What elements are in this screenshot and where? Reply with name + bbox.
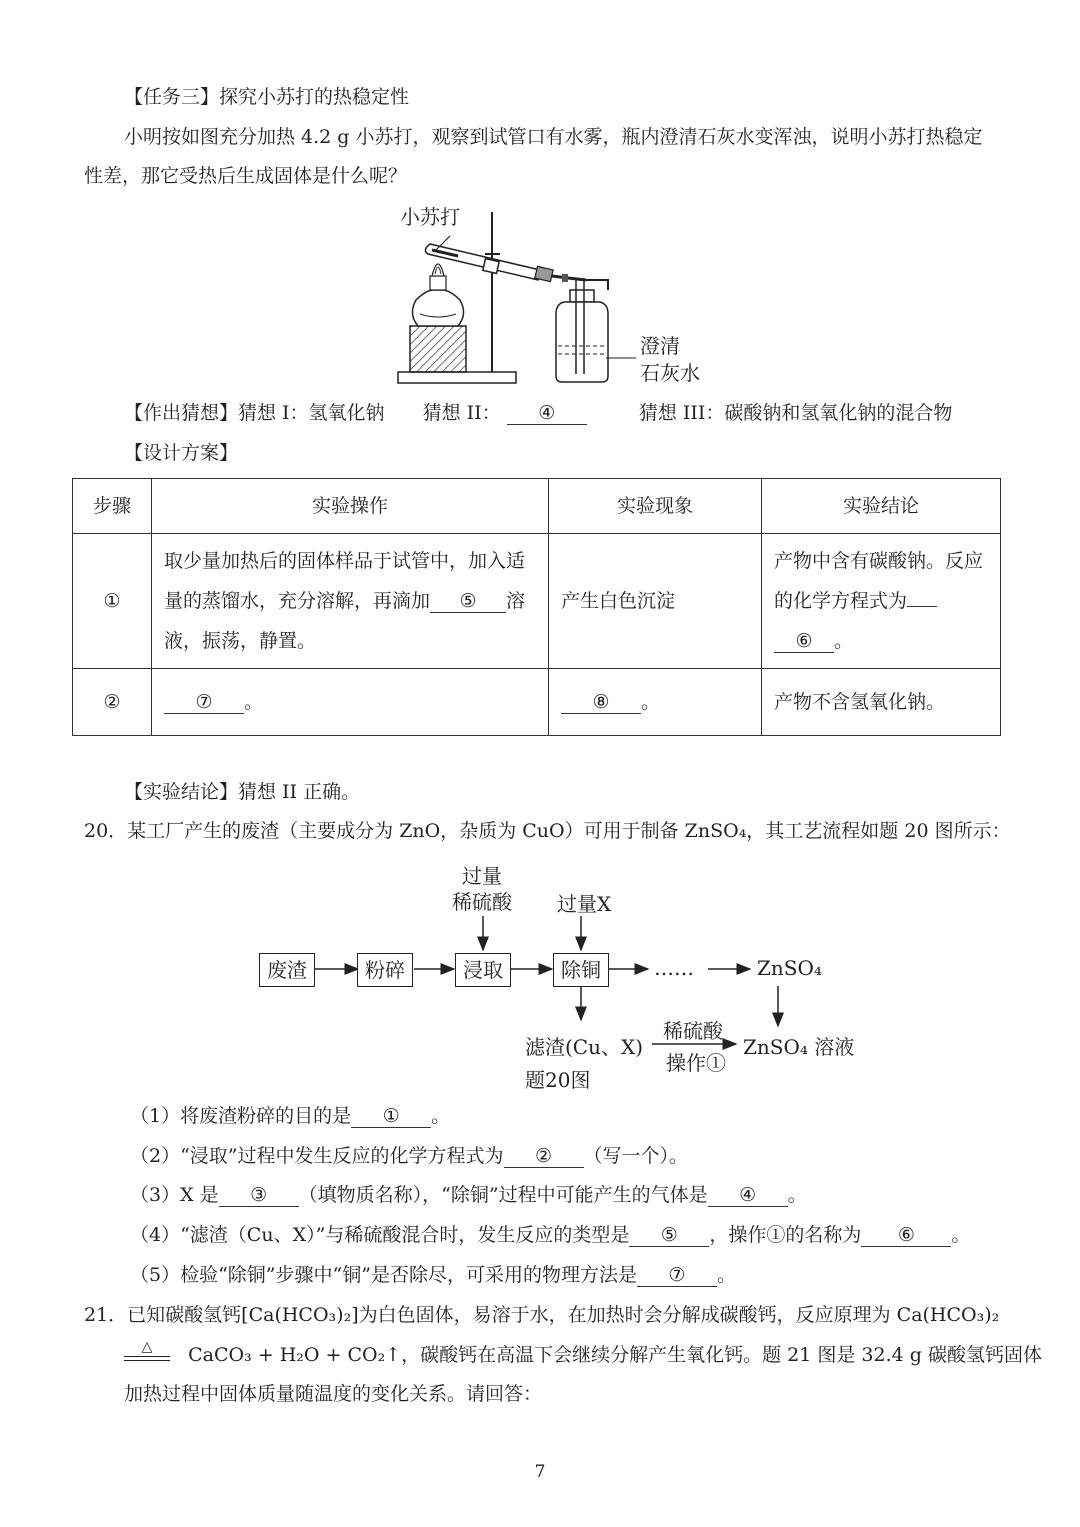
q20-sub4-b: ，操作①的名称为 bbox=[709, 1224, 862, 1246]
header-step: 步骤 bbox=[73, 479, 152, 534]
row1-phenomenon: 产生白色沉淀 bbox=[549, 534, 762, 669]
flow-reagent2: 过量X bbox=[557, 892, 612, 916]
flow-reagent1-line1: 过量 bbox=[462, 864, 502, 888]
q21-line2-wrap bbox=[124, 1339, 1042, 1368]
q20-stem: 20．某工厂产生的废渣（主要成分为 ZnO，杂质为 CuO）可用于制备 ZnSO₄，其工艺流程如题 20 图所示： bbox=[84, 820, 1011, 842]
guess2-label: 猜想 II： bbox=[422, 402, 501, 424]
table-row bbox=[73, 669, 1001, 736]
q20-sub2-text: （2）“浸取”过程中发生反应的化学方程式为 bbox=[130, 1145, 504, 1167]
experiment-conclusion: 【实验结论】猜想 II 正确。 bbox=[124, 781, 361, 803]
q20-sub2-end: （写一个）。 bbox=[583, 1145, 689, 1167]
flow-acid: 稀硫酸 bbox=[663, 1019, 723, 1043]
q20-blank-7: ⑦ bbox=[637, 1264, 717, 1287]
row1-op-line2b: 溶 bbox=[506, 590, 526, 612]
task3-intro-line2: 性差，那它受热后生成固体是什么呢？ bbox=[84, 165, 408, 187]
q21-line2: CaCO₃ + H₂O + CO₂↑，碳酸钙在高温下会继续分解产生氧化钙。题 21 图是 32.4 g 碳酸氢钙固体 bbox=[188, 1344, 1042, 1366]
table-row bbox=[73, 534, 1001, 669]
guess1: 【作出猜想】猜想 I：氢氧化钠 bbox=[124, 402, 385, 424]
header-phenomenon: 实验现象 bbox=[549, 479, 762, 534]
q20-blank-2: ② bbox=[504, 1145, 584, 1168]
q20-blank-6: ⑥ bbox=[861, 1224, 951, 1247]
flow-product: ZnSO₄ bbox=[757, 956, 822, 980]
q20-sub3 bbox=[130, 1182, 807, 1208]
heat-symbol-equals bbox=[124, 1339, 170, 1361]
row2-operation bbox=[152, 669, 549, 736]
q20-sub1-end: 。 bbox=[431, 1105, 451, 1127]
q20-sub4-a: （4）“滤渣（Cu、X）”与稀硫酸混合时，发生反应的类型是 bbox=[130, 1224, 630, 1246]
q20-sub1 bbox=[130, 1103, 450, 1129]
row1-op-line3: 液，振荡，静置。 bbox=[164, 630, 317, 652]
q20-sub5-a: （5）检验“除铜”步骤中“铜”是否除尽，可采用的物理方法是 bbox=[130, 1264, 637, 1286]
blank-8: ⑧ bbox=[561, 691, 641, 714]
row2-step: ② bbox=[73, 669, 152, 736]
row1-conclusion bbox=[762, 534, 1001, 669]
flow-operation: 操作① bbox=[666, 1051, 726, 1075]
q20-sub3-end: 。 bbox=[787, 1184, 807, 1206]
q20-blank-1: ① bbox=[351, 1105, 431, 1128]
row2-op-end: 。 bbox=[244, 691, 264, 713]
row1-op-line1: 取少量加热后的固体样品于试管中，加入适 bbox=[164, 550, 526, 572]
figure-caption-20: 题20图 bbox=[525, 1068, 591, 1092]
blank-5: ⑤ bbox=[430, 590, 506, 613]
q20-sub1-text: （1）将废渣粉碎的目的是 bbox=[130, 1105, 352, 1127]
figure-label-baking-soda: 小苏打 bbox=[400, 205, 460, 229]
figure-label-limewater-1: 澄清 bbox=[640, 334, 680, 358]
q20-sub2 bbox=[130, 1143, 688, 1169]
q20-blank-3: ③ bbox=[219, 1184, 299, 1207]
q20-sub3-a: （3）X 是 bbox=[130, 1184, 219, 1206]
guess2-blank: ④ bbox=[507, 402, 587, 425]
guess-line bbox=[124, 400, 952, 426]
task3-intro-line1: 小明按如图充分加热 4.2 g 小苏打，观察到试管口有水雾，瓶内澄清石灰水变浑浊，说明小苏打热稳定 bbox=[124, 126, 983, 148]
q21-line1: 21．已知碳酸氢钙[Ca(HCO₃)₂]为白色固体，易溶于水，在加热时会分解成碳酸钙，反应原理为 Ca(HCO₃)₂ bbox=[84, 1304, 1000, 1326]
blank-7: ⑦ bbox=[164, 691, 244, 714]
row2-phen-end: 。 bbox=[641, 691, 661, 713]
flow-box-waste: 废渣 bbox=[259, 953, 315, 987]
row1-conc-end: 。 bbox=[834, 630, 854, 652]
header-conclusion: 实验结论 bbox=[762, 479, 1001, 534]
header-operation: 实验操作 bbox=[152, 479, 549, 534]
row1-conc-line1: 产物中含有碳酸钠。反应 bbox=[774, 550, 984, 572]
guess3: 猜想 III：碳酸钠和氢氧化钠的混合物 bbox=[638, 402, 953, 424]
q20-sub5-end: 。 bbox=[716, 1264, 736, 1286]
design-table bbox=[72, 478, 1001, 736]
flow-box-leach: 浸取 bbox=[455, 953, 511, 987]
table-header-row bbox=[73, 479, 1001, 534]
row2-phenomenon bbox=[549, 669, 762, 736]
flow-residue: 滤渣(Cu、X) bbox=[525, 1035, 644, 1059]
q20-blank-5: ⑤ bbox=[629, 1224, 709, 1247]
row1-step: ① bbox=[73, 534, 152, 669]
row1-op-line2a: 量的蒸馏水，充分溶解，再滴加 bbox=[164, 590, 431, 612]
row1-operation bbox=[152, 534, 549, 669]
q20-sub4 bbox=[130, 1222, 970, 1248]
row1-conc-line2 bbox=[774, 581, 988, 621]
flow-dots: …… bbox=[654, 956, 694, 980]
q20-sub4-end: 。 bbox=[951, 1224, 971, 1246]
flow-reagent1-line2: 稀硫酸 bbox=[452, 890, 512, 914]
design-title: 【设计方案】 bbox=[124, 442, 239, 464]
q20-blank-4: ④ bbox=[708, 1184, 788, 1207]
row2-conclusion: 产物不含氢氧化钠。 bbox=[762, 669, 1001, 736]
q21-line3: 加热过程中固体质量随温度的变化关系。请回答： bbox=[124, 1383, 543, 1405]
flow-solution: ZnSO₄ 溶液 bbox=[743, 1035, 855, 1059]
flow-box-remove-copper: 除铜 bbox=[553, 953, 609, 987]
page-number: 7 bbox=[534, 1462, 546, 1482]
q20-sub5 bbox=[130, 1262, 736, 1288]
row1-op-line2 bbox=[164, 581, 536, 621]
row1-conc-line2-text: 的化学方程式为 bbox=[774, 590, 908, 612]
heat-symbol: △ bbox=[141, 1339, 153, 1355]
figure-label-limewater-2: 石灰水 bbox=[640, 361, 700, 385]
blank-6: ⑥ bbox=[774, 630, 834, 653]
q20-sub3-b: （填物质名称），“除铜”过程中可能产生的气体是 bbox=[298, 1184, 708, 1206]
flow-box-crush: 粉碎 bbox=[357, 953, 413, 987]
row1-conc-underline bbox=[907, 606, 937, 607]
task3-title: 【任务三】探究小苏打的热稳定性 bbox=[124, 86, 410, 108]
row1-conc-line3 bbox=[774, 621, 988, 661]
